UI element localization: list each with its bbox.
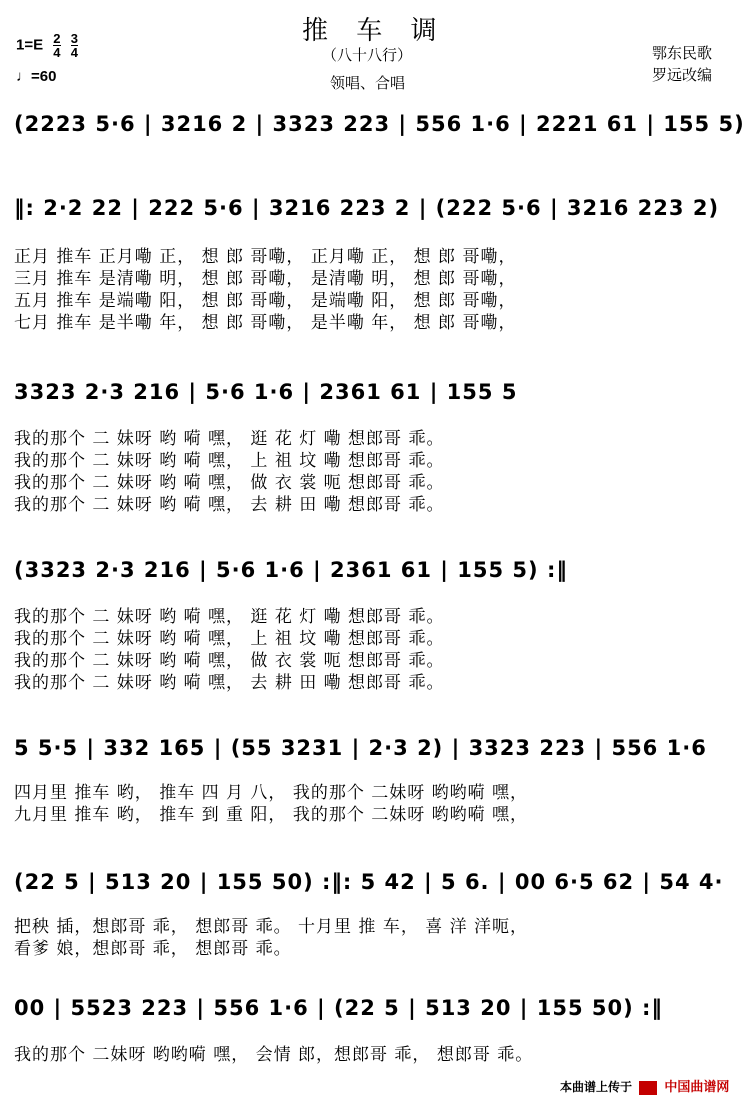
site-name[interactable]: 中国曲谱网 xyxy=(664,1080,730,1095)
lyric-row-1-verse-2: 三月 推车 是清嘞 明， 想 郎 哥嘞， 是清嘞 明， 想 郎 哥嘞， xyxy=(14,269,517,289)
lyric-row-3-verse-3: 我的那个 二 妹呀 哟 嗬 嘿， 做 衣 裳 呃 想郎哥 乖。 xyxy=(14,651,445,671)
notation-row-1: ‖: 2·2 22 | 222 5·6 | 3216 223 2 | (222 5·6 | 3216 223 2) xyxy=(14,196,720,220)
lyric-row-6-verse-1: 我的那个 二妹呀 哟哟嗬 嘿， 会情 郎，想郎哥 乖， 想郎哥 乖。 xyxy=(14,1045,534,1065)
lyric-row-2-verse-2: 我的那个 二 妹呀 哟 嗬 嘿， 上 祖 坟 嘞 想郎哥 乖。 xyxy=(14,451,445,471)
upload-text: 本曲谱上传于 xyxy=(560,1080,633,1094)
song-subtitle: （八十八行） xyxy=(322,46,413,64)
lyric-row-2-verse-4: 我的那个 二 妹呀 哟 嗬 嘿， 去 耕 田 嘞 想郎哥 乖。 xyxy=(14,495,445,515)
lyric-row-1-verse-1: 正月 推车 正月嘞 正， 想 郎 哥嘞， 正月嘞 正， 想 郎 哥嘞， xyxy=(14,247,517,267)
song-origin: 鄂东民歌 xyxy=(652,44,713,62)
lyric-row-2-verse-3: 我的那个 二 妹呀 哟 嗬 嘿， 做 衣 裳 呃 想郎哥 乖。 xyxy=(14,473,445,493)
lyric-row-4-verse-2: 九月里 推车 哟， 推车 到 重 阳， 我的那个 二妹呀 哟哟嗬 嘿， xyxy=(14,805,529,825)
notation-row-intro: (2223 5·6 | 3216 2 | 3323 223 | 556 1·6 | 2221 61 | 155 5) xyxy=(14,112,745,136)
notation-row-6: 00 | 5523 223 | 556 1·6 | (22 5 | 513 20 | 155 50) :‖ xyxy=(14,996,663,1020)
notation-row-5: (22 5 | 513 20 | 155 50) :‖: 5 42 | 5 6. | 00 6·5 62 | 54 4· xyxy=(14,870,724,894)
song-arranger: 罗远改编 xyxy=(652,66,713,84)
lyric-row-3-verse-4: 我的那个 二 妹呀 哟 嗬 嘿， 去 耕 田 嘞 想郎哥 乖。 xyxy=(14,673,445,693)
lyric-row-2-verse-1: 我的那个 二 妹呀 哟 嗬 嘿， 逛 花 灯 嘞 想郎哥 乖。 xyxy=(14,429,445,449)
lyric-row-5-verse-1: 把秧 插，想郎哥 乖， 想郎哥 乖。 十月里 推 车， 喜 洋 洋呃， xyxy=(14,917,529,937)
song-title: 推 车 调 xyxy=(302,16,447,46)
lyric-row-1-verse-4: 七月 推车 是半嘞 年， 想 郎 哥嘞， 是半嘞 年， 想 郎 哥嘞， xyxy=(14,313,517,333)
lyric-row-1-verse-3: 五月 推车 是端嘞 阳， 想 郎 哥嘞， 是端嘞 阳， 想 郎 哥嘞， xyxy=(14,291,517,311)
lyric-row-3-verse-2: 我的那个 二 妹呀 哟 嗬 嘿， 上 祖 坟 嘞 想郎哥 乖。 xyxy=(14,629,445,649)
tempo-mark: ♩=60 xyxy=(16,68,57,85)
notation-row-2: 3323 2·3 216 | 5·6 1·6 | 2361 61 | 155 5 xyxy=(14,380,518,404)
lyric-row-3-verse-1: 我的那个 二 妹呀 哟 嗬 嘿， 逛 花 灯 嘞 想郎哥 乖。 xyxy=(14,607,445,627)
key-signature: 1=E $\frac{2}{4}$ $\frac{3}{4}$ xyxy=(16,31,78,60)
footer-credit xyxy=(560,1076,729,1095)
time-signature-3-4: $\frac{3}{4}$ xyxy=(70,31,78,60)
lyric-row-5-verse-2: 看爹 娘，想郎哥 乖， 想郎哥 乖。 xyxy=(14,939,292,959)
lyric-row-4-verse-1: 四月里 推车 哟， 推车 四 月 八， 我的那个 二妹呀 哟哟嗬 嘿， xyxy=(14,783,529,803)
notation-row-3: (3323 2·3 216 | 5·6 1·6 | 2361 61 | 155 5) :‖ xyxy=(14,558,568,582)
site-logo-icon xyxy=(639,1081,657,1095)
time-signature-2-4: $\frac{2}{4}$ xyxy=(53,31,61,60)
notation-row-4: 5 5·5 | 332 165 | (55 3231 | 2·3 2) | 3323 223 | 556 1·6 xyxy=(14,736,707,760)
performance-mode: 领唱、合唱 xyxy=(330,74,406,92)
